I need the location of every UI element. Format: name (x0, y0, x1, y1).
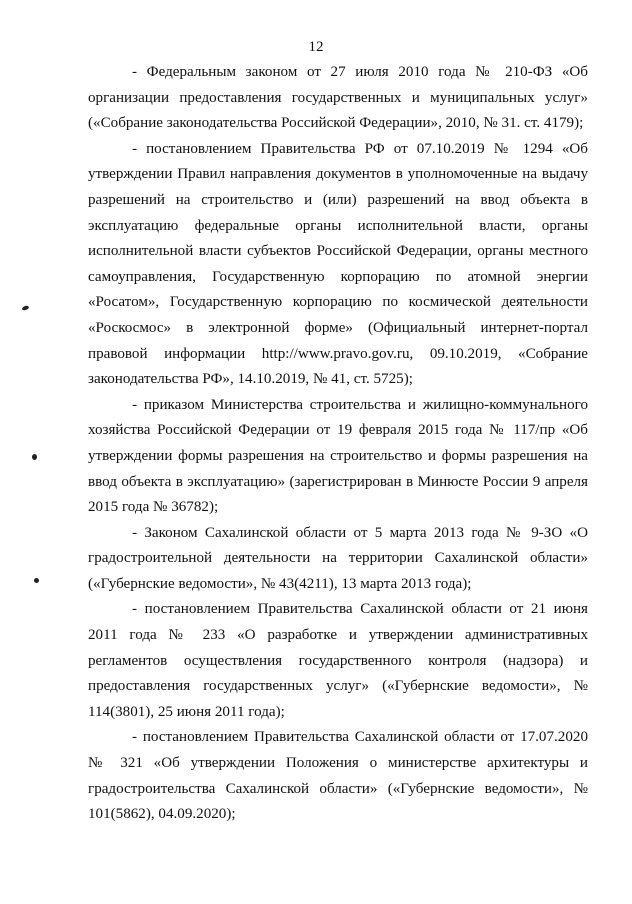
document-body (88, 60, 588, 828)
paragraph-sakhalin-resolution-321: - постановлением Правительства Сахалинской области от 17.07.2020 № 321 «Об утверждении Положения о министерстве архитектуры и градостроительства Сахалинской области» («Губернские ведомости», № 101(5862), 04.09.2020); (88, 729, 588, 823)
paragraph-federal-law-210: - Федеральным законом от 27 июля 2010 года № 210-ФЗ «Об организации предоставления государственных и муниципальных услуг» («Собрание законодательства Российской Федерации», 2010, № 31. ст. 4179); (88, 64, 588, 132)
page-number: 12 (308, 39, 324, 55)
paragraph-sakhalin-law-9: - Законом Сахалинской области от 5 марта 2013 года № 9-ЗО «О градостроительной деятельности на территории Сахалинской области» («Губернские ведомости», № 43(4211), 13 марта 2013 года); (88, 524, 588, 592)
paragraph-government-resolution-1294: - постановлением Правительства РФ от 07.10.2019 № 1294 «Об утверждении Правил направления документов в уполномоченные на выдачу разрешений на строительство и (или) разрешений на ввод объекта в эксплуатацию федеральные органы исполнительной власти, органы исполнительной власти субъектов Российской Федерации, органы местного самоуправления, Государственную корпорацию по атомной энергии «Росатом», Государственную корпорацию по космической деятельности «Роскосмос» в электронной форме» (Официальный интернет-портал правовой информации http://www.pravo.gov.ru, 09.10.2019, «Собрание законодательства РФ», 14.10.2019, № 41, ст. 5725); (88, 140, 588, 388)
paragraph-ministry-order-117: - приказом Министерства строительства и жилищно-коммунального хозяйства Российской Федерации от 19 февраля 2015 года № 117/пр «Об утверждении формы разрешения на строительство и формы разрешения на ввод объекта в эксплуатацию» (зарегистрирован в Минюсте России 9 апреля 2015 года № 36782); (88, 396, 588, 516)
paragraph-sakhalin-resolution-233: - постановлением Правительства Сахалинской области от 21 июня 2011 года № 233 «О разработке и утверждении административных регламентов осуществления государственного контроля (надзора) и предоставления государственных услуг» («Губернские ведомости», № 114(3801), 25 июня 2011 года); (88, 601, 588, 720)
scan-speck-mark (22, 305, 30, 311)
scan-speck-mark (32, 454, 37, 460)
scan-speck-mark (34, 578, 39, 583)
